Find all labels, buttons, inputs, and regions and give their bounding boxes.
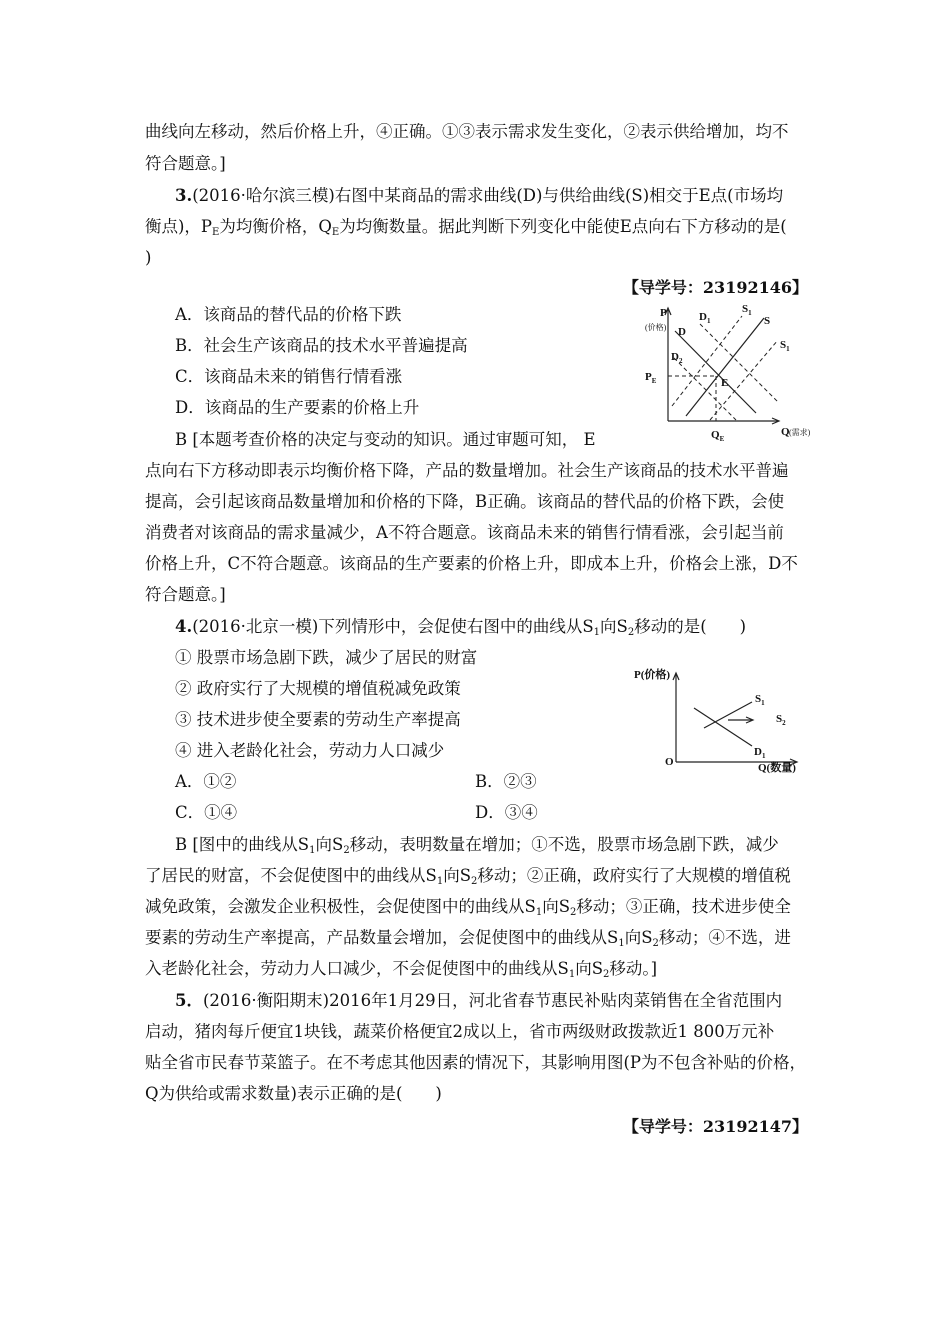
q4-answer-line-5: 入老龄化社会，劳动力人口减少，不会促使图中的曲线从$S_1$向$S_2$移动。] bbox=[145, 959, 658, 980]
q3-pe-label: $P_E$ bbox=[645, 371, 657, 385]
q4-item-4: ④ 进入老龄化社会，劳动力人口减少 bbox=[175, 741, 445, 760]
q3-x-axis-label: Q bbox=[781, 426, 790, 438]
q5-reference-number: 【导学号：23192147】 bbox=[622, 1117, 808, 1136]
q3-stem-2a: 衡点)，P bbox=[145, 217, 213, 236]
q3-answer-line-4: 消费者对该商品的需求量减少，A不符合题意。该商品未来的销售行情看涨，会引起当前 bbox=[145, 523, 784, 542]
q4-stem-c: 移动的是( ) bbox=[634, 617, 747, 636]
q3-d2-label: $D_2$ bbox=[671, 351, 683, 365]
q5-line-2: 启动，猪肉每斤便宜1块钱，蔬菜价格便宜2成以上，省市两级财政拨款近1 800万元补 bbox=[145, 1022, 775, 1041]
intro-line-1: 曲线向左移动，然后价格上升，④正确。①③表示需求发生变化，②表示供给增加，均不 bbox=[145, 122, 789, 141]
q3-line-1 bbox=[175, 185, 783, 207]
q3-s1-label-top: $S_1$ bbox=[742, 303, 752, 317]
q3-supply-curve-s bbox=[686, 318, 764, 416]
q3-answer-line-6: 符合题意。] bbox=[145, 585, 226, 604]
intro-line-2: 符合题意。] bbox=[145, 154, 226, 173]
q4-stem-b: 向S bbox=[600, 617, 628, 636]
q4-x-axis-label: Q(数量) bbox=[758, 762, 796, 774]
q3-y-axis-unit: (价格) bbox=[645, 323, 667, 332]
q4-supply-demand-figure bbox=[628, 664, 818, 779]
q4-line-1 bbox=[175, 616, 746, 638]
q4-origin-label: O bbox=[665, 756, 674, 768]
q4-item-3: ③ 技术进步使全要素的劳动生产率提高 bbox=[175, 710, 461, 729]
q4-s1-label: $S_1$ bbox=[755, 693, 765, 707]
q3-stem-2b: 为均衡价格，Q bbox=[219, 217, 332, 236]
q4-demand-curve-d1 bbox=[694, 708, 752, 746]
q3-option-c: C．该商品未来的销售行情看涨 bbox=[175, 367, 403, 386]
q4-number: 4. bbox=[175, 617, 193, 636]
q3-s-label: S bbox=[764, 315, 771, 327]
q3-d-label: D bbox=[678, 326, 686, 338]
q4-d1-label: $D_1$ bbox=[754, 746, 766, 760]
q3-option-b: B．社会生产该商品的技术水平普遍提高 bbox=[175, 336, 468, 355]
q4-item-1: ① 股票市场急剧下跌，减少了居民的财富 bbox=[175, 648, 478, 667]
q3-d1-label: $D_1$ bbox=[699, 311, 711, 325]
q4-answer-line-4: 要素的劳动生产率提高，产品数量会增加，会促使图中的曲线从$S_1$向$S_2$移动；④不选，进 bbox=[145, 928, 791, 949]
q5-stem-1: (2016·衡阳期末)2016年1月29日，河北省春节惠民补贴肉菜销售在全省范围内 bbox=[202, 991, 783, 1010]
q3-stem-1: (2016·哈尔滨三模)右图中某商品的需求曲线(D)与供给曲线(S)相交于E点(市场均 bbox=[192, 186, 784, 205]
q3-stem-2c: 为均衡数量。据此判断下列变化中能使E点向右下方移动的是( bbox=[339, 217, 787, 236]
q4-option-c: C．①④ bbox=[175, 803, 238, 822]
q5-number: 5． bbox=[175, 991, 203, 1010]
q3-s1-label-right: $S_1$ bbox=[780, 339, 790, 353]
q3-sub-e2: E bbox=[331, 227, 340, 238]
q3-answer-line-2: 点向右下方移动即表示均衡价格下降，产品的数量增加。社会生产该商品的技术水平普遍 bbox=[145, 461, 789, 480]
q3-answer-line-5: 价格上升，C不符合题意。该商品的生产要素的价格上升，即成本上升，价格会上涨，D不 bbox=[145, 554, 798, 573]
q3-reference-number: 【导学号：23192146】 bbox=[622, 278, 808, 297]
q5-line-3: 贴全省市民春节菜篮子。在不考虑其他因素的情况下，其影响用图(P为不包含补贴的价格， bbox=[145, 1053, 807, 1072]
q3-line-2 bbox=[145, 216, 787, 238]
q3-line-3: ) bbox=[145, 248, 152, 267]
q4-s2-label: $S_2$ bbox=[776, 713, 786, 727]
q3-demand-curve-d1 bbox=[700, 324, 778, 402]
q3-number: 3. bbox=[175, 186, 193, 205]
q3-e-label: E bbox=[721, 377, 729, 389]
q3-answer-line-1: B [本题考查价格的决定与变动的知识。通过审题可知， E bbox=[175, 430, 596, 449]
q3-answer-line-3: 提高，会引起该商品数量增加和价格的下降，B正确。该商品的替代品的价格下跌，会使 bbox=[145, 492, 785, 511]
q4-option-d: D．③④ bbox=[475, 803, 538, 822]
q3-qe-label: $Q_E$ bbox=[711, 429, 725, 443]
q4-answer-line-3: 减免政策，会激发企业积极性，会促使图中的曲线从$S_1$向$S_2$移动；③正确，技术进步使全 bbox=[145, 897, 791, 918]
q3-option-a: A．该商品的替代品的价格下跌 bbox=[175, 305, 402, 324]
q3-x-axis-unit: (需求) bbox=[789, 428, 811, 437]
q4-item-2: ② 政府实行了大规模的增值税减免政策 bbox=[175, 679, 461, 698]
q4-option-a: A．①② bbox=[175, 772, 237, 791]
q4-stem-sub1: 1 bbox=[593, 627, 601, 638]
q4-supply-curve-s1 bbox=[704, 702, 752, 728]
q4-option-b: B．②③ bbox=[475, 772, 537, 791]
q4-answer-line-2: 了居民的财富，不会促使图中的曲线从$S_1$向$S_2$移动；②正确，政府实行了大规模的增值税 bbox=[145, 866, 791, 887]
q3-option-d: D．该商品的生产要素的价格上升 bbox=[175, 398, 420, 417]
q3-supply-demand-figure bbox=[628, 298, 818, 448]
q4-stem-a: (2016·北京一模)下列情形中，会促使右图中的曲线从S bbox=[192, 617, 594, 636]
q4-y-axis-label: P(价格) bbox=[634, 669, 671, 681]
q4-stem-sub2: 2 bbox=[627, 627, 635, 638]
q5-line-4: Q为供给或需求数量)表示正确的是( ) bbox=[145, 1084, 442, 1103]
q3-y-axis-label: P bbox=[660, 307, 667, 319]
q4-answer-line-1: B [图中的曲线从$S_1$向$S_2$移动，表明数量在增加；①不选，股票市场急剧下跌，减少 bbox=[175, 835, 779, 856]
q3-sub-e: E bbox=[212, 227, 220, 238]
q5-line-1 bbox=[175, 990, 782, 1012]
q3-demand-curve-d2 bbox=[674, 358, 736, 420]
